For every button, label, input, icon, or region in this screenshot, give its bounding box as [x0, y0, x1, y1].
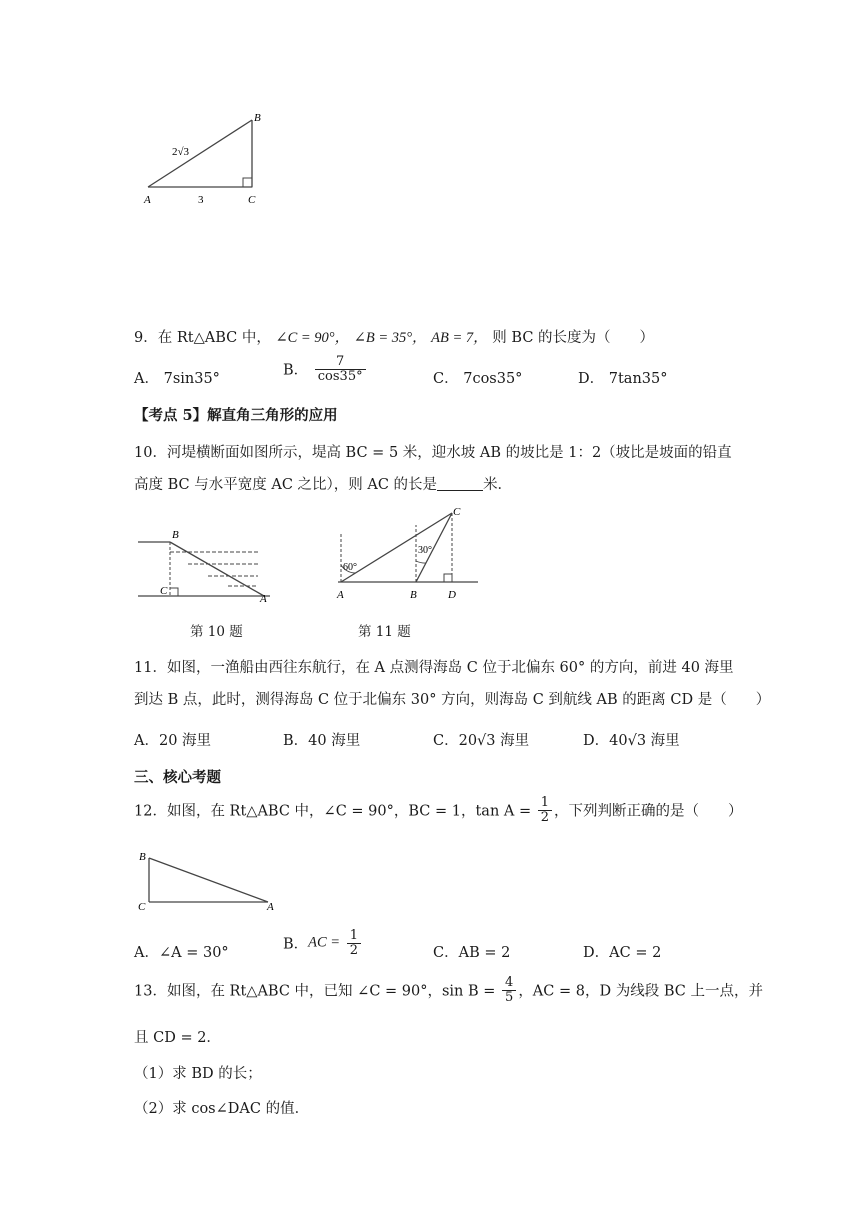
fraction	[347, 929, 361, 957]
fraction	[502, 976, 516, 1004]
side-ab	[149, 858, 268, 902]
fraction-denominator: 2	[349, 942, 358, 958]
q10-line2-text: 高度 BC 与水平宽度 AC 之比），则 AC 的长是	[134, 477, 438, 493]
q12-option-a[interactable]	[134, 941, 229, 962]
fraction	[538, 796, 552, 824]
label-b: B	[254, 112, 261, 124]
label-c: C	[453, 506, 461, 518]
fraction-numerator: 7	[315, 355, 366, 370]
option-letter: B．	[283, 362, 309, 379]
right-angle-mark	[170, 588, 178, 596]
option-letter: A．	[134, 733, 159, 749]
figure-q8-triangle	[140, 105, 275, 215]
figure-q10-embankment	[136, 522, 276, 612]
q12-option-c[interactable]	[433, 941, 510, 962]
label-a: A	[337, 589, 344, 601]
q10-line2	[134, 473, 512, 494]
fraction-numerator: 1	[538, 796, 552, 811]
figure-q11-caption: 第 11 题	[358, 624, 411, 640]
option-letter: C．	[433, 945, 459, 961]
q12-text-post: ，下列判断正确的是（ ）	[554, 803, 743, 820]
fraction-denominator: 5	[505, 989, 514, 1005]
line-ac	[341, 513, 452, 582]
question-12	[134, 796, 743, 824]
option-letter: D．	[583, 945, 610, 961]
figure-q10-caption: 第 10 题	[190, 624, 243, 640]
option-text: 7cos35°	[463, 371, 523, 387]
option-text: AB = 2	[458, 945, 511, 961]
q13-sub1: （1）求 BD 的长；	[134, 1066, 262, 1082]
label-b: B	[410, 589, 417, 601]
q13-text-post: ，AC = 8，D 为线段 BC 上一点，并	[518, 983, 763, 1000]
section-3-heading: 三、核心考题	[134, 769, 221, 786]
fraction-denominator: cos35°	[317, 368, 363, 384]
option-text: 7tan35°	[608, 371, 668, 387]
q11-option-b[interactable]	[283, 729, 360, 750]
side-ab	[148, 120, 252, 187]
q11-line1: 11．如图，一渔船由西往东航行，在 A 点测得海岛 C 位于北偏东 60° 的方向，前进 40 海里	[134, 660, 734, 676]
label-angle-60: 60°	[343, 562, 357, 573]
option-text: 40√3 海里	[609, 733, 680, 749]
q9-number: 9．	[134, 330, 158, 346]
q11-line2: 到达 B 点，此时，测得海岛 C 位于北偏东 30° 方向，则海岛 C 到航线 AB 的距离 CD 是（ ）	[134, 692, 771, 708]
q13-line2: 且 CD = 2．	[134, 1030, 221, 1046]
label-angle-30: 30°	[418, 545, 432, 556]
label-a: A	[144, 194, 151, 206]
option-text: ∠A = 30°	[158, 945, 229, 961]
option-letter: D．	[578, 371, 605, 387]
fraction	[315, 355, 366, 383]
q9-cond1: ∠C = 90°，	[275, 330, 350, 346]
q9-option-d[interactable]	[578, 367, 668, 388]
section-kd5-heading: 【考点 5】解直角三角形的应用	[134, 407, 338, 424]
fraction-numerator: 1	[347, 929, 361, 944]
option-text: AC = 2	[609, 945, 662, 961]
label-c: C	[138, 901, 146, 913]
q9-cond2: ∠B = 35°，	[353, 330, 427, 346]
q9-text-pre: 在 Rt△ABC 中，	[157, 330, 271, 346]
option-text: AC =	[308, 934, 341, 951]
q9-cond3: AB = 7，	[431, 330, 488, 346]
answer-blank[interactable]	[437, 476, 483, 491]
option-letter: C．	[433, 371, 459, 387]
option-letter: B．	[283, 936, 309, 953]
fraction-numerator: 4	[502, 976, 516, 991]
option-text: 7sin35°	[163, 371, 220, 387]
q9-option-b[interactable]	[283, 355, 368, 383]
label-side-ac: 3	[198, 194, 204, 206]
label-a: A	[267, 901, 274, 913]
q13-sub2: （2）求 cos∠DAC 的值．	[134, 1101, 310, 1117]
q11-option-d[interactable]	[583, 729, 680, 750]
option-letter: A．	[134, 371, 159, 387]
slope-ab	[170, 542, 264, 596]
fraction-denominator: 2	[540, 809, 550, 825]
label-c: C	[160, 585, 168, 597]
label-side-ab: 2√3	[172, 146, 190, 158]
option-letter: D．	[583, 733, 610, 749]
label-a: A	[260, 593, 267, 605]
option-text: 40 海里	[308, 733, 361, 749]
angle-arc-30	[416, 561, 426, 563]
q12-text-pre: 12．如图，在 Rt△ABC 中，∠C = 90°，BC = 1，tan A =	[134, 803, 532, 820]
q10-line1: 10．河堤横断面如图所示，堤高 BC = 5 米，迎水坡 AB 的坡比是 1：2（坡比是坡面的铅直	[134, 445, 732, 461]
question-13	[134, 976, 763, 1004]
right-angle-mark	[243, 178, 252, 187]
option-text: 20 海里	[158, 733, 212, 749]
q9-option-a[interactable]	[134, 367, 220, 388]
option-text: 20√3 海里	[458, 733, 530, 749]
question-9	[134, 326, 654, 347]
figure-q12-triangle	[136, 846, 281, 916]
q9-option-c[interactable]	[433, 367, 522, 388]
label-c: C	[248, 194, 256, 206]
q11-option-c[interactable]	[433, 729, 529, 750]
label-d: D	[448, 589, 456, 601]
q12-option-b[interactable]	[283, 929, 363, 957]
label-b: B	[172, 529, 179, 541]
q10-line2-unit: 米．	[483, 477, 513, 493]
q11-option-a[interactable]	[134, 729, 211, 750]
right-angle-mark	[444, 574, 452, 582]
q9-text-post: 则 BC 的长度为（ ）	[492, 330, 655, 346]
q13-text-pre: 13．如图，在 Rt△ABC 中，已知 ∠C = 90°，sin B =	[134, 983, 496, 1000]
q12-option-d[interactable]	[583, 941, 661, 962]
option-letter: C．	[433, 733, 459, 749]
figure-q11-navigation	[336, 503, 481, 608]
label-b: B	[139, 851, 146, 863]
option-letter: B．	[283, 733, 309, 749]
option-letter: A．	[134, 945, 159, 961]
